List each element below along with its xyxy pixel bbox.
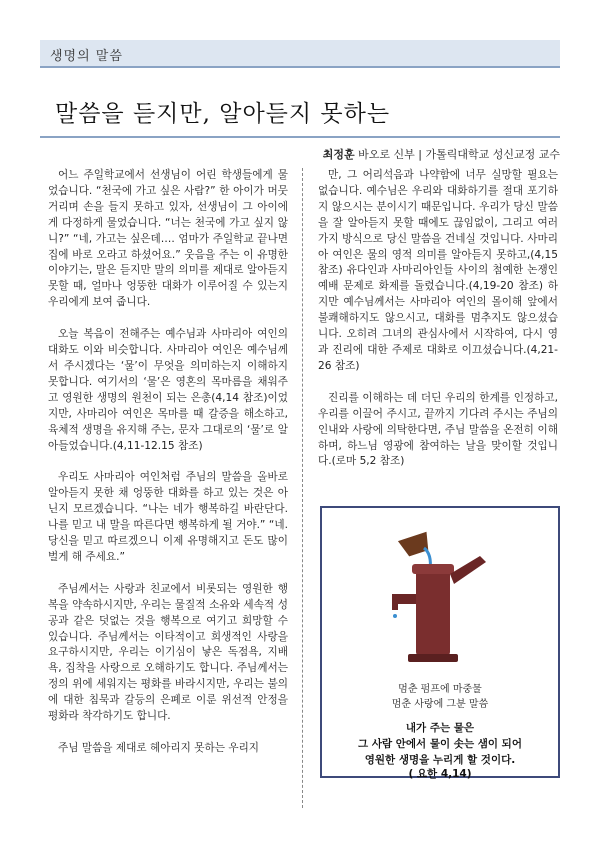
author-separator: | [418, 148, 422, 161]
paragraph: 어느 주일학교에서 선생님이 어린 학생들에게 물었습니다. “천국에 가고 싶은 사람?” 한 아이가 머뭇거리며 손을 들지 못하고 있자, 선생님이 그 아이에게 다정하게 물었습니다. “너는 천국에 가고 싶지 않니?” “네, 가고는 싶은데…. 엄마가 주일학교 끝나면 집에 바로 오라고 하셨어요.” 웃음을 주는 이 유명한 이야기는, 말은 듣지만 말의 의미를 제대로 알아듣지 못할 때, 얼마나 엉뚱한 대화가 이루어질 수 있는지 우리에게 보여 줍니다. [48, 169, 288, 309]
section-label: 생명의 말씀 [50, 49, 123, 64]
figure-caption-1: 멈춘 펌프에 마중물 [398, 684, 482, 695]
right-column [318, 168, 558, 486]
section-header-bar [40, 40, 560, 68]
page-title: 말씀을 듣지만, 알아듣지 못하는 [55, 101, 391, 127]
author-role: 바오로 신부 [358, 148, 415, 161]
verse-line-1: 내가 주는 물은 [405, 722, 475, 734]
verse-line-2: 그 사람 안에서 물이 솟는 샘이 되어 [358, 738, 522, 750]
verse-reference: ( 요한 4,14) [408, 768, 472, 780]
paragraph: 오늘 복음이 전해주는 예수님과 사마리아 여인의 대화도 이와 비슷합니다. 사마리아 여인은 예수님께서 주시겠다는 ‘물’이 무엇을 의미하는지 이해하지 못합니다. 여기서의 ‘물’은 영혼의 목마름을 채워주고 영원한 생명의 원천이 되는 은총(4,14 참조)이었지만, 사마리아 여인은 목마를 때 갈증을 해소하고, 육체적 생명을 유지해 주는, 문자 그대로의 ‘물’로 알아들었습니다.(4,11-12.15 참조) [48, 328, 288, 452]
paragraph: 주님께서는 사랑과 친교에서 비롯되는 영원한 행복을 약속하시지만, 우리는 물질적 소유와 세속적 성공과 같은 덧없는 것을 행복으로 여기고 희망할 수 있습니다. 주님께서는 이타적이고 희생적인 사랑을 요구하시지만, 우리는 이기심이 낳은 독점욕, 지배욕, 집착을 사랑으로 오해하기도 합니다. 주님께서는 정의 위에 세워지는 평화를 바라시지만, 우리는 불의에 대한 침묵과 갈등의 은폐로 이룬 위선적 안정을 평화라 착각하기도 합니다. [48, 582, 288, 723]
author-affiliation: 가톨릭대학교 성신교정 교수 [425, 148, 560, 161]
figure-caption-2: 멈춘 사랑에 그분 말씀 [391, 699, 489, 710]
verse-line-3: 영원한 생명을 누리게 할 것이다. [364, 754, 516, 766]
paragraph: 우리도 사마리아 여인처럼 주님의 말씀을 올바로 알아듣지 못한 채 엉뚱한 대화를 하고 있는 것은 아닌지 모르겠습니다. “나는 네가 행복하길 바란단다. 나를 믿고 내 말을 따른다면 행복하게 될 거야.” “네. 당신을 믿고 따르겠으니 이제 유명해지고 돈도 많이 벌게 해 주세요.” [48, 471, 288, 563]
paragraph: 만, 그 어리석음과 나약함에 너무 실망할 필요는 없습니다. 예수님은 우리와 대화하기를 절대 포기하지 않으시는 분이시기 때문입니다. 우리가 당신 말씀을 잘 알아듣지 못할 때에도 끊임없이, 그리고 여러 가지 방식으로 당신 말씀을 건네실 것입니다. 사마리아 여인은 물의 영적 의미를 알아듣지 못하고,(4,15 참조) 유다인과 사마리아인들 사이의 첨예한 논쟁인 예배 문제로 화제를 돌렸습니다.(4,19-20 참조) 하지만 예수님께서는 사마리아 여인의 몰이해 앞에서 불쾌해하지도 않으시고, 대화를 멈추지도 않으셨습니다. 오히려 그녀의 관심사에서 시작하여, 다시 영과 진리에 대한 주제로 대화로 이끄셨습니다.(4,21-26 참조) [318, 169, 558, 372]
title-divider [40, 136, 560, 138]
left-column [48, 168, 288, 773]
pump-icon [416, 568, 450, 656]
cup-icon [398, 532, 432, 558]
illustration-box [320, 506, 560, 778]
author-name: 최정훈 [322, 148, 355, 161]
paragraph: 진리를 이해하는 데 더딘 우리의 한계를 인정하고, 우리를 이끌어 주시고, 끝까지 기다려 주시는 주님의 인내와 사랑에 의탁한다면, 주님 말씀을 온전히 이해하며, 하느님 영광에 참여하는 날을 맞이할 것입니다.(로마 5,2 참조) [318, 391, 558, 468]
paragraph: 주님 말씀을 제대로 헤아리지 못하는 우리지 [58, 742, 260, 754]
water-pump-illustration [382, 528, 502, 668]
column-divider [302, 168, 303, 808]
author-byline [323, 146, 560, 162]
